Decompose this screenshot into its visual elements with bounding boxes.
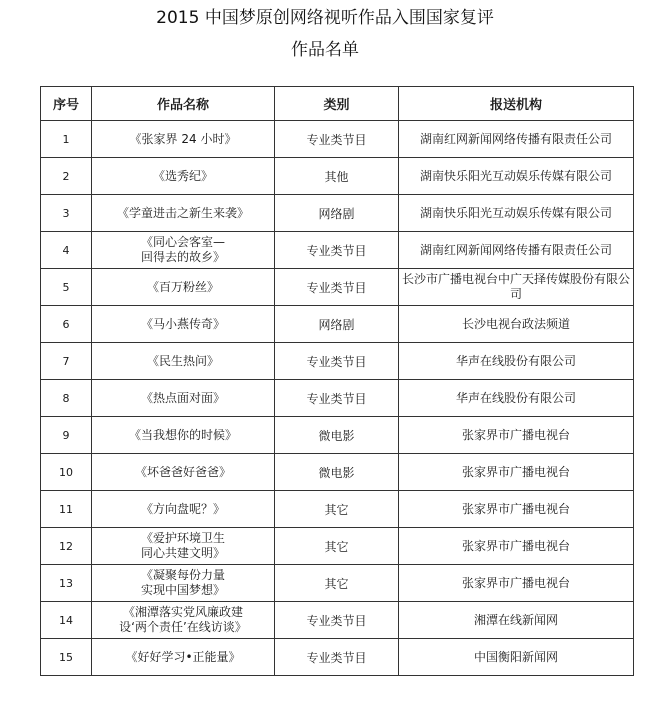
cell-category: 专业类节目 — [275, 121, 399, 158]
table-body — [41, 121, 634, 676]
cell-organization: 长沙电视台政法频道 — [399, 306, 634, 343]
cell-seq: 5 — [41, 269, 92, 306]
table-row — [41, 121, 634, 158]
cell-category: 其它 — [275, 528, 399, 565]
table-row — [41, 343, 634, 380]
work-name-line: 《选秀纪》 — [152, 168, 213, 183]
cell-seq: 2 — [41, 158, 92, 195]
cell-seq: 15 — [41, 639, 92, 676]
work-name-line: 《马小燕传奇》 — [140, 316, 225, 331]
table-row — [41, 195, 634, 232]
cell-category: 专业类节目 — [275, 343, 399, 380]
cell-category: 网络剧 — [275, 195, 399, 232]
cell-organization: 湖南红网新闻网络传播有限责任公司 — [399, 232, 634, 269]
cell-organization: 湘潭在线新闻网 — [399, 602, 634, 639]
work-name-line: 设‘两个责任’在线访谈》 — [119, 620, 247, 634]
work-name-line: 《张家界 24 小时》 — [129, 131, 237, 146]
cell-category: 其它 — [275, 565, 399, 602]
work-name-line: 《好好学习•正能量》 — [125, 649, 241, 664]
table-row — [41, 565, 634, 602]
table-row — [41, 232, 634, 269]
work-name-line: 《百万粉丝》 — [146, 279, 219, 294]
work-name-line: 《方向盘呢？》 — [140, 501, 225, 516]
cell-seq: 6 — [41, 306, 92, 343]
cell-work-name — [92, 417, 275, 454]
cell-work-name — [92, 158, 275, 195]
cell-work-name — [92, 195, 275, 232]
cell-category: 专业类节目 — [275, 639, 399, 676]
cell-work-name — [92, 269, 275, 306]
cell-seq: 9 — [41, 417, 92, 454]
cell-category: 微电影 — [275, 454, 399, 491]
cell-work-name — [92, 565, 275, 602]
header-seq: 序号 — [41, 87, 92, 121]
table-row — [41, 491, 634, 528]
work-name-line: 《热点面对面》 — [140, 390, 225, 405]
header-name: 作品名称 — [92, 87, 275, 121]
cell-organization: 湖南快乐阳光互动娱乐传媒有限公司 — [399, 195, 634, 232]
cell-organization: 张家界市广播电视台 — [399, 491, 634, 528]
cell-organization: 中国衡阳新闻网 — [399, 639, 634, 676]
cell-organization: 长沙市广播电视台中广天择传媒股份有限公司 — [399, 269, 634, 306]
cell-organization: 张家界市广播电视台 — [399, 417, 634, 454]
table-row — [41, 528, 634, 565]
cell-category: 其他 — [275, 158, 399, 195]
work-name-line: 回得去的故乡》 — [140, 250, 225, 264]
cell-work-name — [92, 343, 275, 380]
cell-organization: 湖南快乐阳光互动娱乐传媒有限公司 — [399, 158, 634, 195]
cell-organization: 华声在线股份有限公司 — [399, 343, 634, 380]
works-table — [40, 86, 634, 676]
work-name-line: 《凝聚每份力量 — [140, 568, 225, 582]
table-row — [41, 639, 634, 676]
cell-work-name — [92, 232, 275, 269]
work-name-line: 《湘潭落实党风廉政建 — [122, 605, 243, 619]
work-name-line: 《民生热问》 — [146, 353, 219, 368]
cell-work-name — [92, 454, 275, 491]
cell-category: 专业类节目 — [275, 232, 399, 269]
work-name-line: 《坏爸爸好爸爸》 — [134, 464, 231, 479]
header-org: 报送机构 — [399, 87, 634, 121]
cell-organization: 张家界市广播电视台 — [399, 565, 634, 602]
document-title: 2015 中国梦原创网络视听作品入围国家复评 — [156, 8, 494, 28]
cell-category: 网络剧 — [275, 306, 399, 343]
work-name-line: 实现中国梦想》 — [140, 583, 225, 597]
cell-work-name — [92, 639, 275, 676]
cell-work-name — [92, 121, 275, 158]
cell-seq: 8 — [41, 380, 92, 417]
work-name-line: 同心共建文明》 — [140, 546, 225, 560]
work-name-line: 《当我想你的时候》 — [128, 427, 237, 442]
table-row — [41, 158, 634, 195]
cell-seq: 3 — [41, 195, 92, 232]
cell-organization: 张家界市广播电视台 — [399, 454, 634, 491]
cell-work-name — [92, 380, 275, 417]
work-name-line: 《爱护环境卫生 — [140, 531, 225, 545]
cell-category: 专业类节目 — [275, 602, 399, 639]
cell-organization: 湖南红网新闻网络传播有限责任公司 — [399, 121, 634, 158]
cell-category: 微电影 — [275, 417, 399, 454]
cell-work-name — [92, 602, 275, 639]
cell-category: 其它 — [275, 491, 399, 528]
table-row — [41, 417, 634, 454]
cell-seq: 12 — [41, 528, 92, 565]
cell-organization: 华声在线股份有限公司 — [399, 380, 634, 417]
document-subtitle: 作品名单 — [291, 40, 359, 60]
cell-category: 专业类节目 — [275, 269, 399, 306]
cell-seq: 10 — [41, 454, 92, 491]
cell-seq: 4 — [41, 232, 92, 269]
cell-seq: 14 — [41, 602, 92, 639]
work-name-line: 《学童进击之新生来袭》 — [116, 205, 249, 220]
table-row — [41, 602, 634, 639]
cell-work-name — [92, 491, 275, 528]
cell-work-name — [92, 528, 275, 565]
table-row — [41, 306, 634, 343]
cell-seq: 1 — [41, 121, 92, 158]
cell-seq: 11 — [41, 491, 92, 528]
cell-category: 专业类节目 — [275, 380, 399, 417]
cell-work-name — [92, 306, 275, 343]
table-row — [41, 380, 634, 417]
table-row — [41, 454, 634, 491]
cell-organization: 张家界市广播电视台 — [399, 528, 634, 565]
cell-seq: 7 — [41, 343, 92, 380]
table-header-row — [41, 87, 634, 121]
header-category: 类别 — [275, 87, 399, 121]
cell-seq: 13 — [41, 565, 92, 602]
table-row — [41, 269, 634, 306]
work-name-line: 《同心会客室— — [140, 235, 225, 249]
